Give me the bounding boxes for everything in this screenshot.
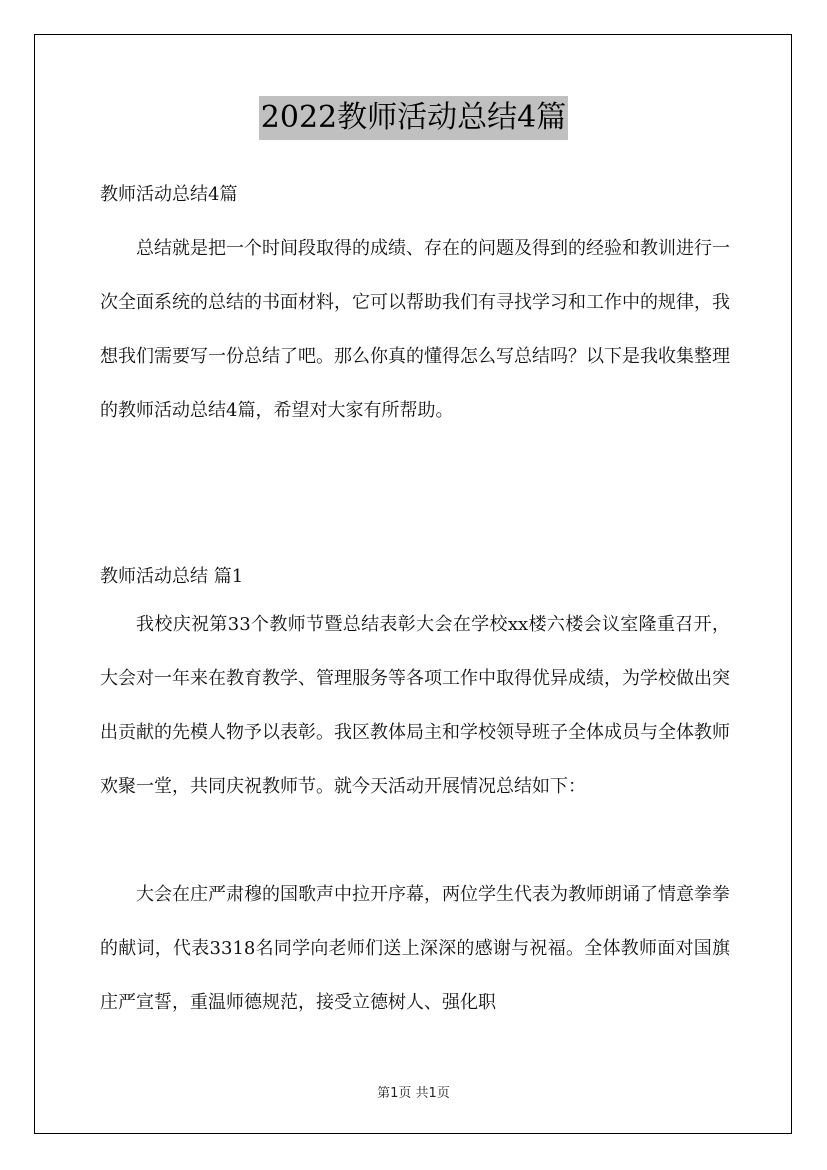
section-paragraph-1: 我校庆祝第33个教师节暨总结表彰大会在学校xx楼六楼会议室隆重召开，大会对一年来在教育教学、管理服务等各项工作中取得优异成绩，为学校做出突出贡献的先模人物予以表彰。我区教体局主和学校领导班子全体成员与全体教师欢聚一堂，共同庆祝教师节。就今天活动开展情况总结如下： [100, 614, 730, 797]
document-title: 2022教师活动总结4篇 [259, 96, 568, 140]
intro-paragraph: 总结就是把一个时间段取得的成绩、存在的问题及得到的经验和教训进行一次全面系统的总结的书面材料，它可以帮助我们有寻找学习和工作中的规律，我想我们需要写一份总结了吧。那么你真的懂得怎么写总结吗？以下是我收集整理的教师活动总结4篇，希望对大家有所帮助。 [100, 238, 730, 421]
section-paragraph-2: 大会在庄严肃穆的国歌声中拉开序幕，两位学生代表为教师朗诵了情意拳拳的献词，代表3318名同学向老师们送上深深的感谢与祝福。全体教师面对国旗庄严宣誓，重温师德规范，接受立德树人、强化职 [100, 884, 730, 1013]
section-heading: 教师活动总结 篇1 [100, 566, 244, 587]
title-container [0, 96, 827, 140]
page-footer: 第1页 共1页 [377, 1086, 450, 1101]
document-subtitle: 教师活动总结4篇 [100, 184, 238, 205]
